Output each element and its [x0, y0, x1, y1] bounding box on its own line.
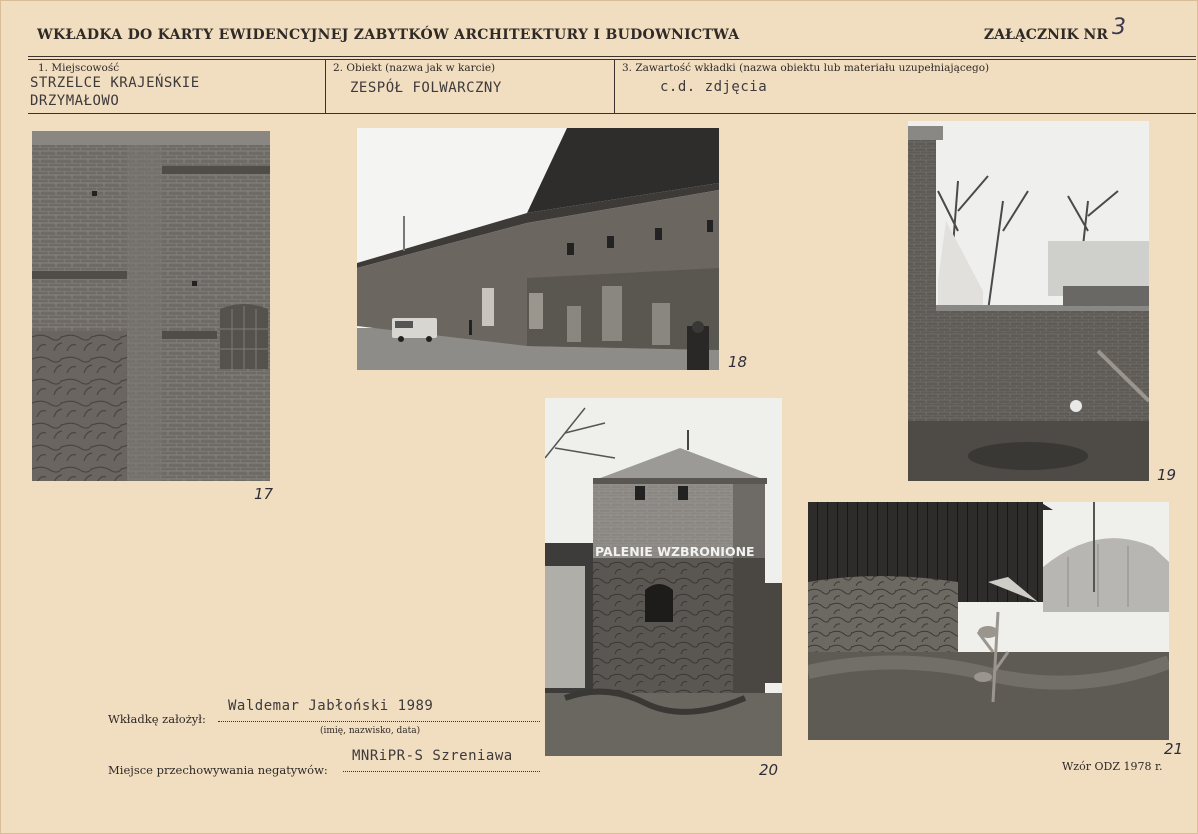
header-rule-bottom [28, 113, 1196, 114]
photo-21-number: 21 [1164, 740, 1184, 758]
author-dotline [218, 721, 540, 722]
form-code: Wzór ODZ 1978 r. [1062, 760, 1163, 773]
place-value-1: STRZELCE KRAJEŃSKIE [30, 75, 200, 91]
negatives-dotline [343, 771, 540, 772]
photo-17-brick-wall [32, 131, 270, 481]
card-title: WKŁADKA DO KARTY EWIDENCYJNEJ ZABYTKÓW ARCHITEKTURY I BUDOWNICTWA [37, 27, 740, 43]
author-hint: (imię, nazwisko, data) [320, 726, 421, 736]
object-label: 2. Obiekt (nazwa jak w karcie) [333, 62, 496, 74]
tower-sign-text: PALENIE WZBRONIONE [595, 544, 755, 559]
field-divider-2 [614, 59, 615, 113]
header-rule-top [28, 56, 1196, 57]
place-label: 1. Miejscowość [38, 62, 120, 74]
object-value: ZESPÓŁ FOLWARCZNY [350, 80, 502, 96]
photo-18-farm-building [357, 128, 719, 370]
content-value: c.d. zdjęcia [660, 79, 768, 95]
photo-18-number: 18 [728, 353, 748, 371]
field-divider-1 [325, 59, 326, 113]
photo-20-tower [545, 398, 782, 756]
photo-17-number: 17 [254, 485, 274, 503]
author-value: Waldemar Jabłoński 1989 [228, 698, 434, 714]
photo-19-brick-fence [908, 121, 1149, 481]
content-label: 3. Zawartość wkładki (nazwa obiektu lub materiału uzupełniającego) [622, 62, 990, 74]
annex-label: ZAŁĄCZNIK NR [983, 27, 1108, 43]
negatives-label: Miejsce przechowywania negatywów: [108, 763, 328, 777]
header-rule-mid [28, 59, 1196, 60]
photo-21-stone-ruin [808, 502, 1169, 740]
annex-number: 3 [1112, 15, 1126, 40]
photo-20-number: 20 [759, 761, 779, 779]
place-value-2: DRZYMAŁOWO [30, 93, 120, 109]
photo-19-number: 19 [1157, 466, 1177, 484]
author-label: Wkładkę założył: [108, 712, 206, 726]
negatives-value: MNRiPR-S Szreniawa [352, 748, 513, 764]
